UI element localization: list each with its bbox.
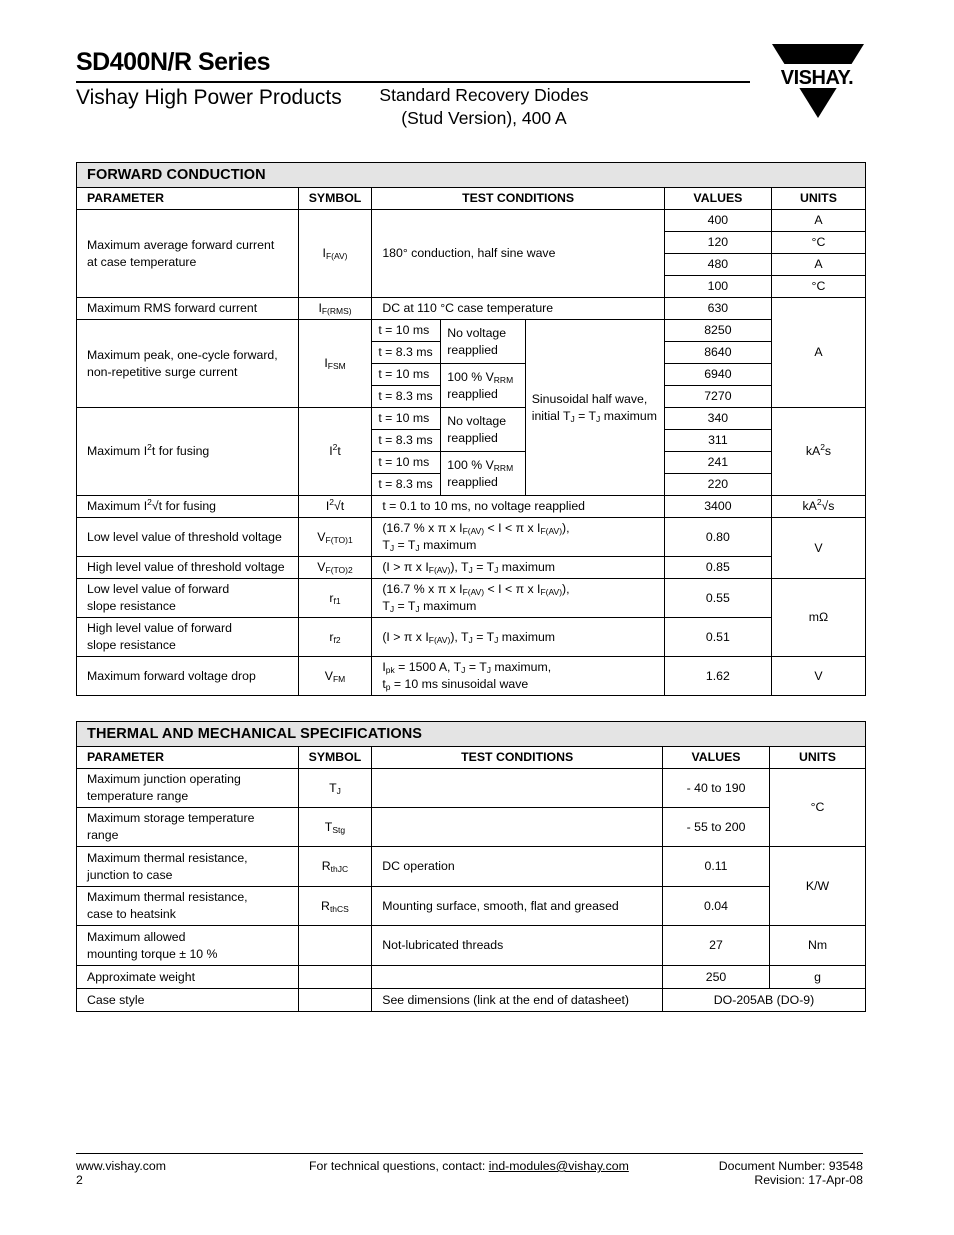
unit-cell: $kA^2√s$ <box>771 496 865 518</box>
table-row <box>77 298 866 320</box>
param-vfm: Maximum forward voltage drop <box>77 657 299 696</box>
time-cell: t = 10 ms <box>372 364 441 386</box>
value-cell: 8250 <box>664 320 771 342</box>
col-symbol: SYMBOL <box>298 747 372 769</box>
value-cell: - 40 to 190 <box>663 769 770 808</box>
page-number: 2 <box>76 1173 83 1187</box>
param-tj: Maximum junction operating temperature range <box>77 769 299 808</box>
symbol-empty <box>298 989 372 1012</box>
value-cell: 8640 <box>664 342 771 364</box>
cond-vfm: $I_{pk} = 1500$ A, $T_J = T_J$ maximum, $t_p = 10$ ms sinusoidal wave <box>372 657 665 696</box>
column-header-row <box>77 747 866 769</box>
series-title: SD400N/R Series <box>76 48 271 76</box>
symbol-tj: $T_J$ <box>298 769 372 808</box>
cond-sinusoidal: Sinusoidal half wave, initial $T_J = T_J$ maximum <box>525 320 664 496</box>
revision: Revision: 17-Apr-08 <box>754 1173 863 1187</box>
contact-email-link[interactable]: ind-modules@vishay.com <box>488 1159 629 1173</box>
value-cell: 1.62 <box>664 657 771 696</box>
value-cell: 241 <box>664 452 771 474</box>
cond-low-level: (16.7 % x π x $I_{F(AV)} < I < \pi$ x $I_{F(AV)}$), $T_J = T_J$ maximum <box>372 518 665 557</box>
symbol-tstg: $T_{Stg}$ <box>298 808 372 847</box>
value-cell: 6940 <box>664 364 771 386</box>
table-row <box>77 579 866 618</box>
table-row <box>77 926 866 966</box>
time-cell: t = 10 ms <box>372 320 441 342</box>
param-rms: Maximum RMS forward current <box>77 298 299 320</box>
param-rf2: High level value of forward slope resistance <box>77 618 299 657</box>
footer-rule <box>76 1153 863 1154</box>
svg-text:VISHAY.: VISHAY. <box>780 67 854 89</box>
table-row <box>77 966 866 989</box>
cond-empty <box>372 769 663 808</box>
table-row <box>77 210 866 232</box>
value-cell: 27 <box>663 926 770 966</box>
table-row <box>77 657 866 696</box>
value-cell: 0.04 <box>663 887 770 926</box>
unit-cell: °C <box>771 232 865 254</box>
table-row <box>77 496 866 518</box>
table-row <box>77 408 866 430</box>
symbol-ifsm: $I_{FSM}$ <box>298 320 372 408</box>
time-cell: t = 8.3 ms <box>372 430 441 452</box>
table-row <box>77 887 866 926</box>
col-parameter: PARAMETER <box>77 747 299 769</box>
website-link[interactable]: www.vishay.com <box>76 1159 166 1173</box>
header-rule <box>76 81 750 83</box>
symbol-ifrms: $I_{F(RMS)}$ <box>298 298 372 320</box>
cond-case: See dimensions (link at the end of datasheet) <box>372 989 663 1012</box>
param-weight: Approximate weight <box>77 966 299 989</box>
symbol-rthjc: $R_{thJC}$ <box>298 847 372 887</box>
value-cell: - 55 to 200 <box>663 808 770 847</box>
value-cell: 400 <box>664 210 771 232</box>
cond-no-voltage: No voltage reapplied <box>441 320 525 364</box>
value-cell: 7270 <box>664 386 771 408</box>
cond-no-voltage: No voltage reapplied <box>441 408 525 452</box>
cond-rthjc: DC operation <box>372 847 663 887</box>
value-cell: 0.51 <box>664 618 771 657</box>
thermal-mechanical-table <box>76 721 866 1012</box>
param-rf1: Low level value of forward slope resistance <box>77 579 299 618</box>
unit-cell: V <box>771 518 865 579</box>
symbol-vfm: $V_{FM}$ <box>298 657 372 696</box>
unit-cell: Nm <box>770 926 866 966</box>
cond-empty <box>372 808 663 847</box>
table-row <box>77 769 866 808</box>
time-cell: t = 8.3 ms <box>372 474 441 496</box>
value-cell: 120 <box>664 232 771 254</box>
unit-cell: A <box>771 298 865 408</box>
unit-cell: A <box>771 254 865 276</box>
time-cell: t = 10 ms <box>372 452 441 474</box>
column-header-row <box>77 188 866 210</box>
table-row <box>77 808 866 847</box>
param-case: Case style <box>77 989 299 1012</box>
value-cell: 0.55 <box>664 579 771 618</box>
cond-i2rt: t = 0.1 to 10 ms, no voltage reapplied <box>372 496 665 518</box>
symbol-empty <box>298 926 372 966</box>
vishay-logo <box>770 42 866 120</box>
col-units: UNITS <box>771 188 865 210</box>
section-title-forward: FORWARD CONDUCTION <box>77 163 866 188</box>
symbol-ifav: $I_{F(AV)}$ <box>298 210 372 298</box>
product-subtitle: Standard Recovery Diodes (Stud Version), 400 A <box>379 85 589 128</box>
cond-low-level: (16.7 % x π x $I_{F(AV)} < I < \pi$ x $I_{F(AV)}$), $T_J = T_J$ maximum <box>372 579 665 618</box>
value-cell: 0.85 <box>664 557 771 579</box>
footer-right <box>719 1159 863 1187</box>
symbol-i2rt: $I^2√t$ <box>298 496 372 518</box>
unit-cell: K/W <box>770 847 866 926</box>
symbol-vto2: $V_{F(TO)2}$ <box>298 557 372 579</box>
value-cell: 630 <box>664 298 771 320</box>
cond-high-level: (I > π x $I_{F(AV)}$), $T_J = T_J$ maximum <box>372 557 665 579</box>
param-tstg: Maximum storage temperature range <box>77 808 299 847</box>
section-title-thermal: THERMAL AND MECHANICAL SPECIFICATIONS <box>77 722 866 747</box>
value-cell: 0.80 <box>664 518 771 557</box>
value-cell: 100 <box>664 276 771 298</box>
param-vto2: High level value of threshold voltage <box>77 557 299 579</box>
table-row <box>77 518 866 557</box>
value-cell: 480 <box>664 254 771 276</box>
cond-torque: Not-lubricated threads <box>372 926 663 966</box>
division-name: Vishay High Power Products <box>76 86 342 109</box>
cond-vrrm: 100 % $V_{RRM}$ reapplied <box>441 452 525 496</box>
param-i2t: Maximum $I^2t$ for fusing <box>77 408 299 496</box>
symbol-rf1: $r_{f1}$ <box>298 579 372 618</box>
symbol-rf2: $r_{f2}$ <box>298 618 372 657</box>
time-cell: t = 8.3 ms <box>372 342 441 364</box>
time-cell: t = 10 ms <box>372 408 441 430</box>
footer-left <box>76 1159 166 1187</box>
symbol-i2t: $I^2t$ <box>298 408 372 496</box>
param-rthcs: Maximum thermal resistance, case to heatsink <box>77 887 299 926</box>
value-cell: 220 <box>664 474 771 496</box>
unit-cell: g <box>770 966 866 989</box>
cond-high-level: (I > π x $I_{F(AV)}$), $T_J = T_J$ maximum <box>372 618 665 657</box>
unit-cell: A <box>771 210 865 232</box>
symbol-empty <box>298 966 372 989</box>
unit-cell: $kA^2s$ <box>771 408 865 496</box>
col-parameter: PARAMETER <box>77 188 299 210</box>
cond-avg: 180° conduction, half sine wave <box>372 210 665 298</box>
forward-conduction-table <box>76 162 866 696</box>
cond-rms: DC at 110 °C case temperature <box>372 298 665 320</box>
time-cell: t = 8.3 ms <box>372 386 441 408</box>
cond-vrrm: 100 % $V_{RRM}$ reapplied <box>441 364 525 408</box>
cond-rthcs: Mounting surface, smooth, flat and greased <box>372 887 663 926</box>
symbol-vto1: $V_{F(TO)1}$ <box>298 518 372 557</box>
param-vto1: Low level value of threshold voltage <box>77 518 299 557</box>
cond-empty <box>372 966 663 989</box>
table-row <box>77 557 866 579</box>
unit-cell: °C <box>771 276 865 298</box>
table-row <box>77 618 866 657</box>
symbol-rthcs: $R_{thCS}$ <box>298 887 372 926</box>
col-units: UNITS <box>770 747 866 769</box>
col-values: VALUES <box>663 747 770 769</box>
table-row <box>77 989 866 1012</box>
table-row <box>77 320 866 342</box>
param-torque: Maximum allowed mounting torque ± 10 % <box>77 926 299 966</box>
param-surge: Maximum peak, one-cycle forward, non-repetitive surge current <box>77 320 299 408</box>
value-cell: 3400 <box>664 496 771 518</box>
value-cell: 0.11 <box>663 847 770 887</box>
value-cell: 340 <box>664 408 771 430</box>
value-cell: 311 <box>664 430 771 452</box>
table-row <box>77 847 866 887</box>
col-conditions: TEST CONDITIONS <box>372 188 665 210</box>
unit-cell: V <box>771 657 865 696</box>
param-avg-current: Maximum average forward current at case temperature <box>77 210 299 298</box>
value-cell: DO-205AB (DO-9) <box>663 989 866 1012</box>
unit-cell: °C <box>770 769 866 847</box>
col-values: VALUES <box>664 188 771 210</box>
col-conditions: TEST CONDITIONS <box>372 747 663 769</box>
unit-cell: mΩ <box>771 579 865 657</box>
value-cell: 250 <box>663 966 770 989</box>
param-rthjc: Maximum thermal resistance, junction to case <box>77 847 299 887</box>
param-i2rt: Maximum $I^2√t$ for fusing <box>77 496 299 518</box>
document-number: Document Number: 93548 <box>718 1159 863 1173</box>
footer-contact: For technical questions, contact: ind-modules@vishay.com <box>309 1159 629 1173</box>
col-symbol: SYMBOL <box>298 188 372 210</box>
